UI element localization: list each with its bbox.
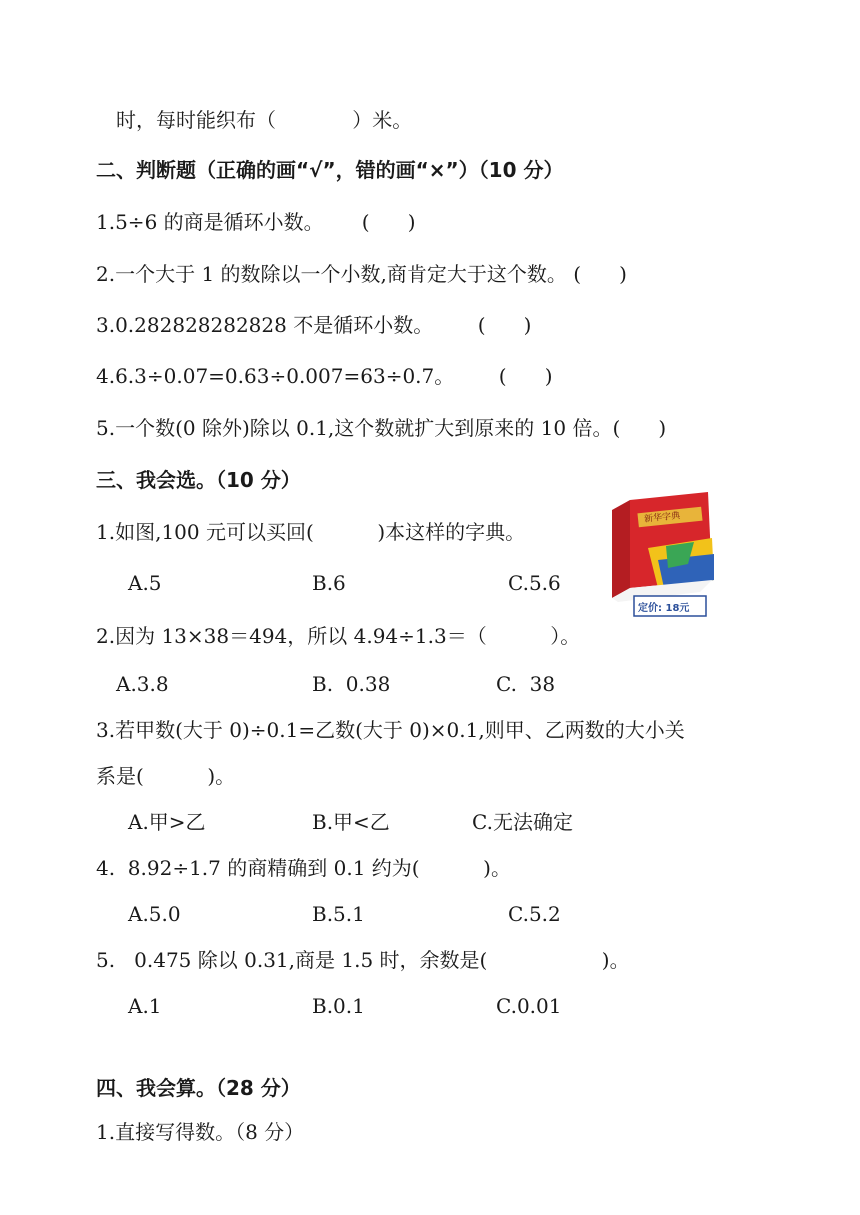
q5-option-c: C.0.01	[496, 994, 562, 1018]
choice-q5: 5. 0.475 除以 0.31,商是 1.5 时，余数是( )。	[96, 948, 630, 972]
calc-sub-question-1: 1.直接写得数。（8 分）	[96, 1120, 305, 1144]
judge-item-5: 5.一个数(0 除外)除以 0.1,这个数就扩大到原来的 10 倍。( )	[96, 416, 667, 440]
q2-option-a: A.3.8	[116, 672, 169, 696]
q4-option-a: A.5.0	[128, 902, 181, 926]
choice-q3-line1: 3.若甲数(大于 0)÷0.1=乙数(大于 0)×0.1,则甲、乙两数的大小关	[96, 718, 685, 742]
q2-option-b: B. 0.38	[312, 672, 391, 696]
choice-q2: 2.因为 13×38＝494，所以 4.94÷1.3＝（ ）。	[96, 624, 581, 648]
q5-option-a: A.1	[128, 994, 162, 1018]
q4-option-b: B.5.1	[312, 902, 365, 926]
section4-heading: 四、我会算。（28 分）	[96, 1076, 301, 1100]
q3-option-b: B.甲<乙	[312, 810, 390, 834]
judge-item-4: 4.6.3÷0.07=0.63÷0.007=63÷0.7。 ( )	[96, 364, 553, 388]
q4-option-c: C.5.2	[508, 902, 561, 926]
choice-q1: 1.如图,100 元可以买回( )本这样的字典。	[96, 520, 526, 544]
section2-heading: 二、判断题（正确的画“√”，错的画“×”）（10 分）	[96, 158, 564, 182]
q1-option-c: C.5.6	[508, 571, 561, 595]
choice-q4: 4. 8.92÷1.7 的商精确到 0.1 约为( )。	[96, 856, 511, 880]
q1-option-b: B.6	[312, 571, 346, 595]
judge-item-3: 3.0.282828282828 不是循环小数。 ( )	[96, 313, 532, 337]
q1-option-a: A.5	[128, 571, 162, 595]
q5-option-b: B.0.1	[312, 994, 365, 1018]
q2-option-c: C. 38	[496, 672, 556, 696]
judge-item-2: 2.一个大于 1 的数除以一个小数,商肯定大于这个数。 ( )	[96, 262, 627, 286]
book-title: 新华字典	[643, 511, 681, 525]
dictionary-image	[608, 488, 720, 618]
q3-option-a: A.甲>乙	[128, 810, 206, 834]
section3-heading: 三、我会选。（10 分）	[96, 468, 301, 492]
book-price-label: 定价: 18元	[638, 603, 690, 614]
continued-question-line: 时，每时能织布（ ）米。	[116, 108, 413, 132]
q3-option-c: C.无法确定	[472, 810, 573, 834]
choice-q3-line2: 系是( )。	[96, 764, 236, 788]
judge-item-1: 1.5÷6 的商是循环小数。 ( )	[96, 210, 416, 234]
